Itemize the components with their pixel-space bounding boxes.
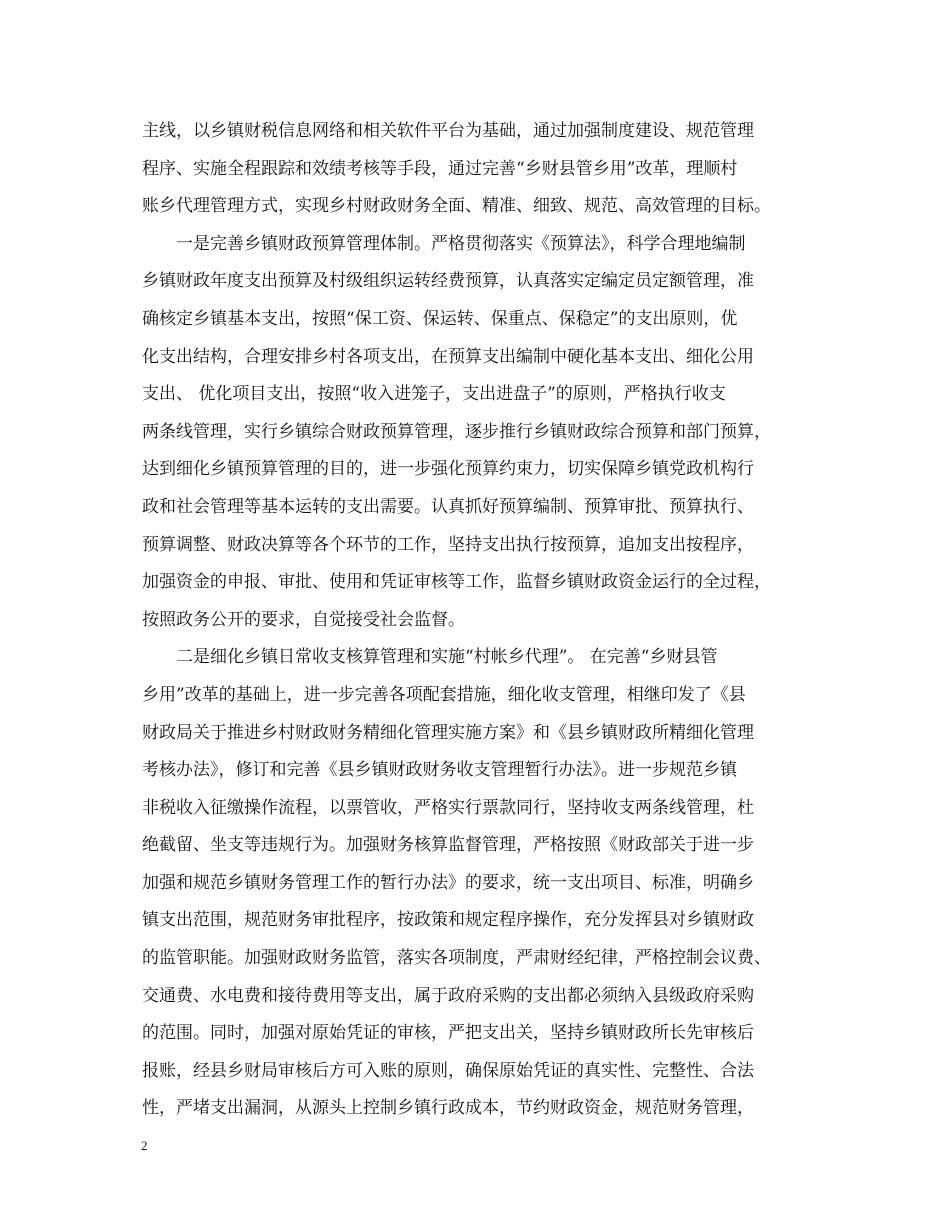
- text-line: 性，严堵支出漏洞，从源头上控制乡镇行政成本，节约财政资金，规范财务管理，: [142, 1098, 754, 1119]
- page-number: 2: [141, 1138, 148, 1153]
- text-line: 两条线管理，实行乡镇综合财政预算管理，逐步推行乡镇财政综合预算和部门预算，: [142, 421, 771, 442]
- text-line: 乡镇财政年度支出预算及村级组织运转经费预算，认真落实定编定员定额管理，准: [142, 271, 754, 292]
- text-line: 确核定乡镇基本支出，按照“保工资、保运转、保重点、保稳定”的支出原则，优: [142, 308, 738, 329]
- text-line: 的监管职能。加强财政财务监管，落实各项制度，严肃财经纪律，严格控制会议费、: [142, 948, 771, 969]
- text-line: 预算调整、财政决算等各个环节的工作，坚持支出执行按预算，追加支出按程序，: [142, 534, 754, 555]
- text-line: 按照政务公开的要求，自觉接受社会监督。: [142, 609, 465, 630]
- text-line: 化支出结构，合理安排乡村各项支出，在预算支出编制中硬化基本支出、细化公用: [142, 346, 754, 367]
- text-line: 乡用”改革的基础上，进一步完善各项配套措施，细化收支管理，相继印发了《县: [142, 684, 746, 705]
- text-line: 二是细化乡镇日常收支核算管理和实施“村帐乡代理”。 在完善“乡财县管: [176, 647, 718, 668]
- text-line: 账乡代理管理方式，实现乡村财政财务全面、精准、细致、规范、高效管理的目标。: [142, 196, 771, 217]
- text-line: 政和社会管理等基本运转的支出需要。认真抓好预算编制、预算审批、预算执行、: [142, 496, 754, 517]
- text-line: 交通费、水电费和接待费用等支出，属于政府采购的支出都必须纳入县级政府采购: [142, 985, 754, 1006]
- text-line: 加强和规范乡镇财务管理工作的暂行办法》的要求，统一支出项目、标准，明确乡: [142, 872, 754, 893]
- text-line: 支出、 优化项目支出，按照“收入进笼子，支出进盘子”的原则，严格执行收支: [142, 384, 726, 405]
- text-line: 镇支出范围，规范财务审批程序，按政策和规定程序操作，充分发挥县对乡镇财政: [142, 910, 754, 931]
- text-line: 的范围。同时，加强对原始凭证的审核，严把支出关，坚持乡镇财政所长先审核后: [142, 1023, 754, 1044]
- text-line: 主线，以乡镇财税信息网络和相关软件平台为基础，通过加强制度建设、规范管理: [142, 121, 754, 141]
- text-line: 考核办法》，修订和完善《县乡镇财政财务收支管理暂行办法》。进一步规范乡镇: [142, 760, 737, 781]
- text-line: 财政局关于推进乡村财政财务精细化管理实施方案》和《县乡镇财政所精细化管理: [142, 722, 754, 743]
- text-line: 非税收入征缴操作流程，以票管收，严格实行票款同行，坚持收支两条线管理，杜: [142, 797, 754, 818]
- text-line: 报账，经县乡财局审核后方可入账的原则，确保原始凭证的真实性、完整性、合法: [142, 1060, 754, 1081]
- text-line: 程序、实施全程跟踪和效绩考核等手段，通过完善“乡财县管乡用”改革，理顺村: [142, 158, 738, 179]
- body-text: [142, 113, 832, 1128]
- text-line: 绝截留、坐支等违规行为。加强财务核算监督管理，严格按照《财政部关于进一步: [142, 835, 754, 856]
- text-line: 加强资金的申报、审批、使用和凭证审核等工作，监督乡镇财政资金运行的全过程，: [142, 572, 771, 593]
- text-line: 一是完善乡镇财政预算管理体制。严格贯彻落实《预算法》，科学合理地编制: [176, 233, 746, 254]
- text-line: 达到细化乡镇预算管理的目的，进一步强化预算约束力，切实保障乡镇党政机构行: [142, 459, 754, 480]
